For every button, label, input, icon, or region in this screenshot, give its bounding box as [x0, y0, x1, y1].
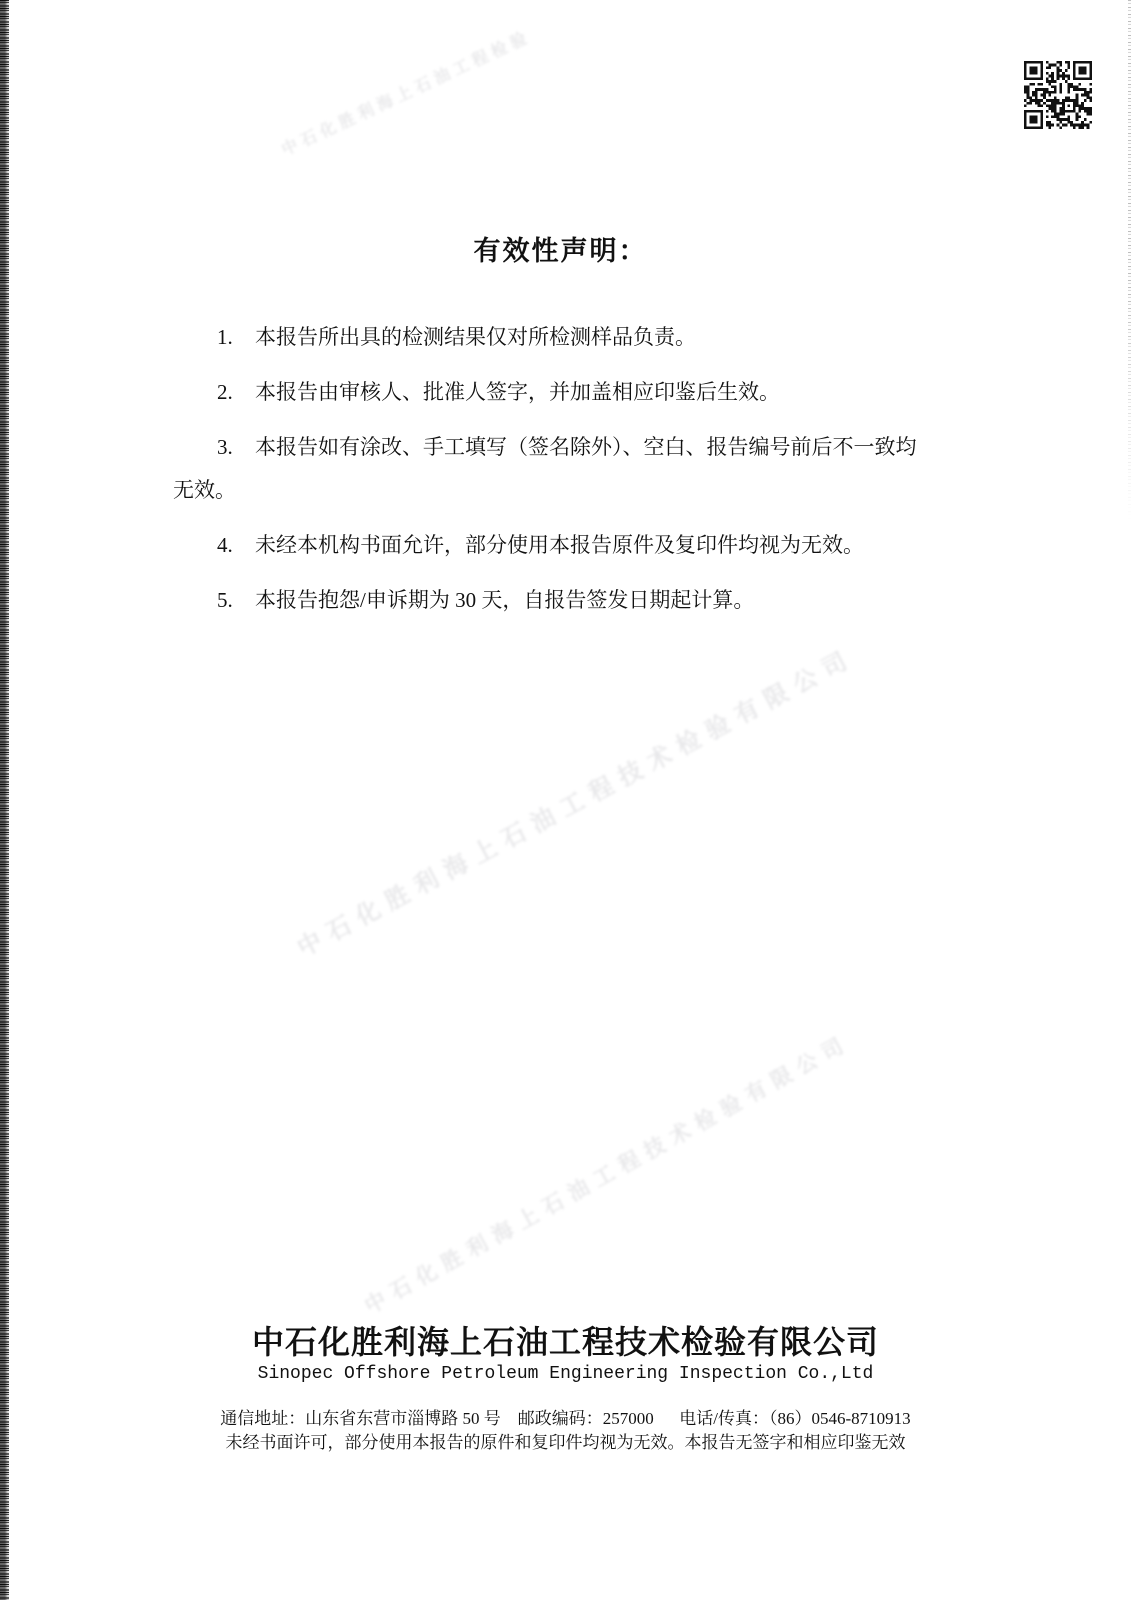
item-text: 本报告抱怨/申诉期为 30 天，自报告签发日期起计算。: [255, 588, 755, 612]
statement-item-4: [173, 524, 948, 567]
page-title: 有效性声明：: [473, 236, 648, 266]
diagonal-watermark-bottom: 中石化胜利海上石油工程技术检验有限公司: [360, 1030, 855, 1319]
item-text: 本报告由审核人、批准人签字，并加盖相应印鉴后生效。: [255, 380, 780, 404]
item-number: 3.: [217, 435, 233, 459]
company-name-cn: 中石化胜利海上石油工程技术检验有限公司: [251, 1324, 879, 1360]
statement-item-5: [173, 579, 948, 622]
company-name-en: Sinopec Offshore Petroleum Engineering Inspection Co.,Ltd: [257, 1364, 874, 1384]
validity-note: 未经书面许可，部分使用本报告的原件和复印件均视为无效。本报告无签字和相应印鉴无效: [225, 1433, 906, 1452]
contact-line: 通信地址：山东省东营市淄博路 50 号 邮政编码：257000 电话/传真：（86）0546-8710913: [220, 1409, 911, 1428]
item-number: 2.: [217, 380, 233, 404]
validity-statement: [173, 234, 948, 634]
item-text: 未经本机构书面允许，部分使用本报告原件及复印件均视为无效。: [255, 533, 864, 557]
diagonal-watermark-top: 中石化胜利海上石油工程检验: [279, 28, 534, 160]
item-text: 本报告如有涂改、手工填写（签名除外）、空白、报告编号前后不一致均: [255, 435, 917, 459]
statement-item-3: [173, 426, 948, 512]
item-number: 5.: [217, 588, 233, 612]
diagonal-watermark-middle: 中石化胜利海上石油工程技术检验有限公司: [293, 644, 860, 963]
statement-item-2: [173, 371, 948, 414]
company-footer: [0, 1322, 1131, 1454]
statement-item-1: [173, 316, 948, 359]
qr-code: [1024, 61, 1092, 129]
item-number: 4.: [217, 533, 233, 557]
item-text: 本报告所出具的检测结果仅对所检测样品负责。: [255, 325, 696, 349]
item-text-continued: 无效。: [173, 478, 236, 502]
item-number: 1.: [217, 325, 233, 349]
